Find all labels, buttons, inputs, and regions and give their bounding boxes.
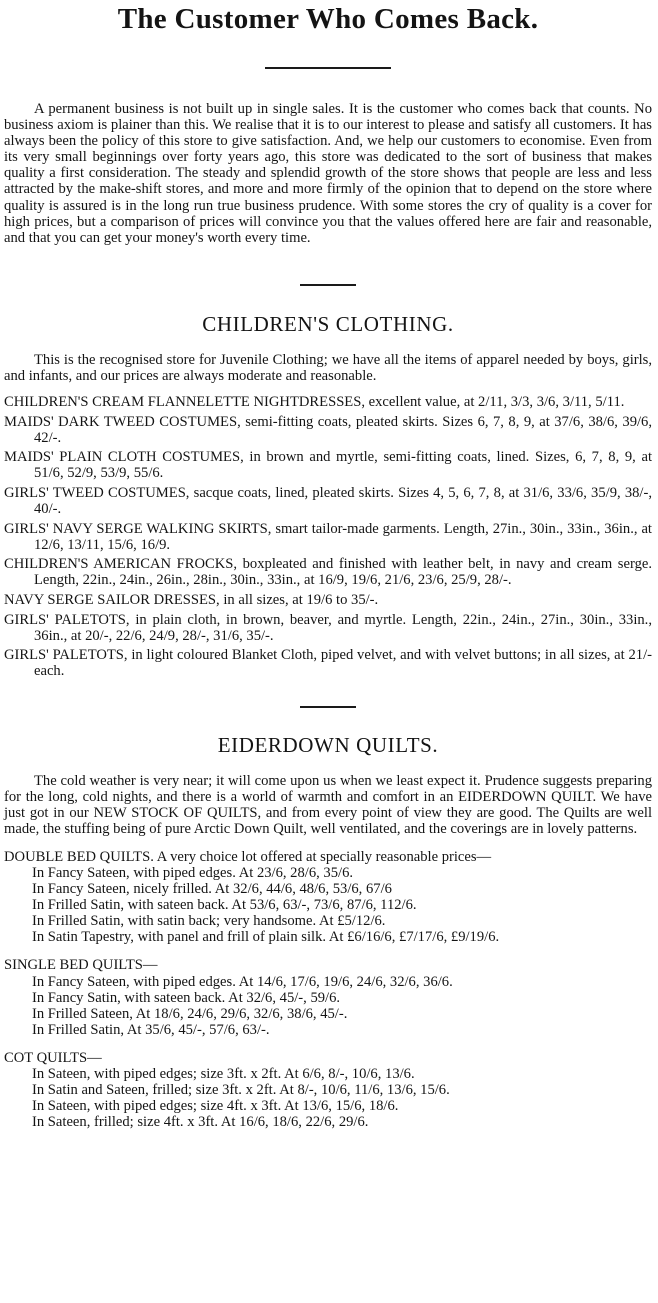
list-item	[4, 647, 652, 679]
double-bed-quilts-group	[4, 849, 652, 946]
item-description: in all sizes, at 19/6 to 35/-.	[223, 592, 379, 609]
list-item: In Frilled Satin, At 35/6, 45/-, 57/6, 63/-.	[32, 1021, 270, 1038]
group-heading	[4, 957, 652, 973]
item-name: NAVY SERGE SAILOR DRESSES,	[4, 592, 220, 609]
group-name: DOUBLE BED QUILTS.	[4, 848, 154, 865]
item-description: in plain cloth, in brown, beaver, and myrtle. Length, 22in., 24in., 27in., 30in., 33in., 36in., at 20/-, 22/6, 24/9, 28/-, 31/6, 35/-.	[34, 611, 652, 644]
single-bed-quilts-group	[4, 957, 652, 1037]
item-name: MAIDS' DARK TWEED COSTUMES,	[4, 413, 241, 430]
childrens-clothing-section	[4, 312, 652, 680]
list-item: In Fancy Sateen, nicely frilled. At 32/6, 44/6, 48/6, 53/6, 67/6	[32, 881, 392, 898]
group-name: SINGLE BED QUILTS—	[4, 957, 158, 974]
group-intro: A very choice lot offered at specially reasonable prices—	[156, 848, 492, 865]
item-description: smart tailor-made garments. Length, 27in., 30in., 33in., 36in., at 12/6, 13/11, 15/6, 16/9.	[34, 520, 652, 553]
title-divider	[265, 67, 391, 69]
eiderdown-quilts-section	[4, 733, 652, 1131]
section-divider	[300, 706, 356, 708]
item-description: in brown and myrtle, semi-fitting coats, lined. Sizes, 6, 7, 8, 9, at 51/6, 52/9, 53/9, 55/6.	[34, 449, 652, 482]
list-item: In Sateen, frilled; size 4ft. x 3ft. At 16/6, 18/6, 22/6, 29/6.	[32, 1114, 369, 1131]
list-item: In Fancy Sateen, with piped edges. At 23/6, 28/6, 35/6.	[32, 865, 354, 881]
list-item: In Frilled Satin, with satin back; very handsome. At £5/12/6.	[32, 913, 386, 930]
item-description: semi-fitting coats, pleated skirts. Sizes 6, 7, 8, 9, at 37/6, 38/6, 39/6, 42/-.	[34, 413, 653, 446]
list-item	[4, 449, 652, 481]
item-name: GIRLS' NAVY SERGE WALKING SKIRTS,	[4, 520, 272, 537]
list-item: In Sateen, with piped edges; size 4ft. x 3ft. At 13/6, 15/6, 18/6.	[32, 1098, 399, 1115]
item-name: CHILDREN'S AMERICAN FROCKS,	[4, 556, 238, 573]
list-item	[4, 592, 652, 608]
group-heading	[4, 1050, 652, 1066]
item-description: in light coloured Blanket Cloth, piped velvet, and with velvet buttons; in all sizes, at 21/- each.	[34, 647, 652, 680]
item-name: CHILDREN'S CREAM FLANNELETTE NIGHTDRESSES,	[4, 394, 365, 411]
childrens-clothing-heading: CHILDREN'S CLOTHING.	[202, 311, 454, 336]
list-item: In Satin and Sateen, frilled; size 3ft. x 2ft. At 8/-, 10/6, 11/6, 13/6, 15/6.	[32, 1082, 450, 1099]
item-description: sacque coats, lined, pleated skirts. Sizes 4, 5, 6, 7, 8, at 31/6, 33/6, 35/9, 38/-, 40/-.	[34, 485, 652, 518]
group-heading	[4, 849, 652, 865]
list-item	[4, 612, 652, 644]
list-item: In Frilled Satin, with sateen back. At 53/6, 63/-, 73/6, 87/6, 112/6.	[32, 897, 417, 914]
list-item	[4, 521, 652, 553]
item-description: boxpleated and finished with leather belt, in navy and cream serge. Length, 22in., 24in., 26in., 28in., 30in., 33in., at 16/9, 19/6, 21/6, 23/6, 25/9, 28/-.	[34, 556, 652, 589]
group-name: COT QUILTS—	[4, 1049, 102, 1066]
list-item: In Fancy Sateen, with piped edges. At 14/6, 17/6, 19/6, 24/6, 32/6, 36/6.	[32, 973, 453, 990]
double-bed-quilts-list	[4, 865, 652, 945]
item-description: excellent value, at 2/11, 3/3, 3/6, 3/11, 5/11.	[368, 394, 625, 411]
section-divider	[300, 284, 356, 286]
item-name: GIRLS' TWEED COSTUMES,	[4, 485, 190, 501]
list-item: In Fancy Satin, with sateen back. At 32/6, 45/-, 59/6.	[32, 989, 341, 1006]
item-name: MAIDS' PLAIN CLOTH COSTUMES,	[4, 449, 244, 466]
childrens-clothing-intro: This is the recognised store for Juvenile Clothing; we have all the items of apparel needed by boys, girls, and infants, and our prices are always moderate and reasonable.	[4, 351, 652, 384]
item-name: GIRLS' PALETOTS,	[4, 611, 130, 628]
list-item: In Satin Tapestry, with panel and frill of plain silk. At £6/16/6, £7/17/6, £9/19/6.	[32, 929, 500, 946]
eiderdown-quilts-heading: EIDERDOWN QUILTS.	[217, 732, 439, 757]
item-name: GIRLS' PALETOTS,	[4, 647, 128, 664]
single-bed-quilts-list	[4, 974, 652, 1038]
page-title: The Customer Who Comes Back.	[117, 3, 539, 35]
list-item: In Sateen, with piped edges; size 3ft. x 2ft. At 6/6, 8/-, 10/6, 13/6.	[32, 1066, 415, 1083]
eiderdown-quilts-intro: The cold weather is very near; it will come upon us when we least expect it. Prudence suggests preparing for the long, cold nights, and there is a world of warmth and comfort in an EIDERDOWN QUILT. We have just got in our NEW STOCK OF QUILTS, and from every point of view they are good. The Quilts are well made, the stuffing being of pure Arctic Down Quilt, well ventilated, and the coverings are in lovely patterns.	[4, 772, 652, 837]
list-item	[4, 556, 652, 588]
cot-quilts-list	[4, 1066, 652, 1130]
childrens-clothing-list	[4, 394, 652, 680]
list-item: In Frilled Sateen, At 18/6, 24/6, 29/6, 32/6, 38/6, 45/-.	[32, 1005, 348, 1022]
intro-paragraph: A permanent business is not built up in single sales. It is the customer who comes back that counts. No business axiom is plainer than this. We realise that it is to our interest to please and satisfy all customers. It has always been the policy of this store to give satisfaction. And, we help our customers to economise. Even from its very small beginnings over forty years ago, this store was dedicated to the sort of business that makes quality a first consideration. The steady and splendid growth of the store shows that people are less and less attracted by the make-shift stores, and more and more firmly of the opinion that to depend on the store where quality is assured is in the long run true business prudence. With some stores the cry of quality is a cover for high prices, but a comparison of prices will convince you that the values offered here are fair and reasonable, and that you can get your money's worth every time.	[4, 101, 652, 246]
list-item	[4, 485, 652, 517]
list-item	[4, 394, 652, 410]
list-item	[4, 414, 652, 446]
cot-quilts-group	[4, 1050, 652, 1130]
